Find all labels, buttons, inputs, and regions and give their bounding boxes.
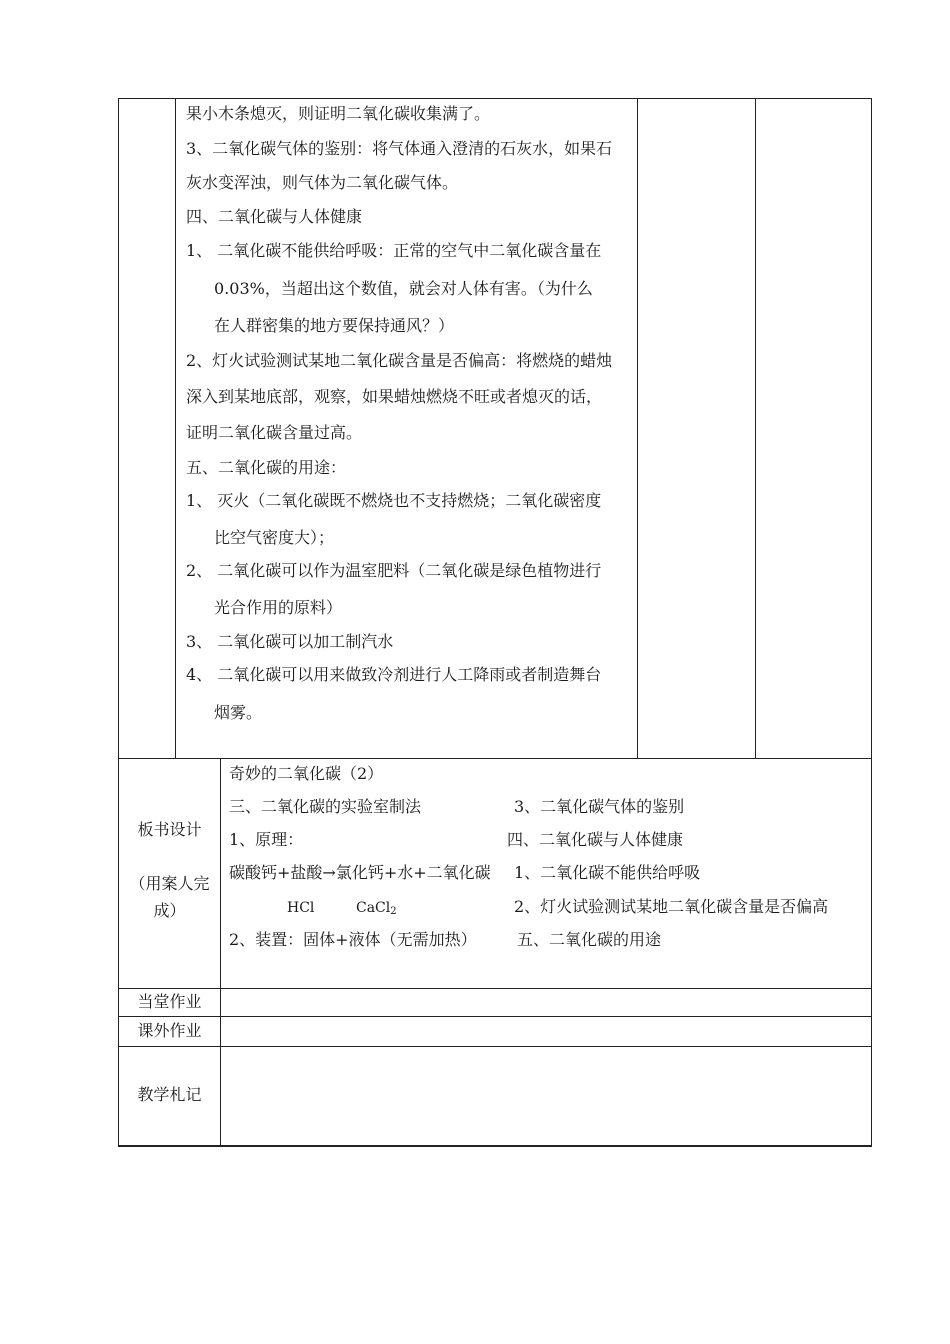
border-bottom — [118, 1145, 872, 1147]
classwork-label: 当堂作业 — [137, 992, 202, 1011]
board-right-line: 五、二氧化碳的用途 — [517, 930, 662, 949]
text-line: 在人群密集的地方要保持通风？） — [214, 316, 455, 335]
board-right-line: 四、二氧化碳与人体健康 — [507, 830, 684, 849]
text-line: 1、 二氧化碳不能供给呼吸：正常的空气中二氧化碳含量在 — [186, 241, 602, 260]
border-top — [118, 98, 872, 99]
formula-cacl2 — [356, 898, 397, 918]
board-label-line1: 板书设计 — [137, 820, 202, 839]
border-label-col — [220, 758, 221, 1146]
text-line: 烟雾。 — [214, 703, 263, 722]
section-heading: 五、二氧化碳的用途： — [186, 458, 347, 477]
border-h-notes — [118, 1046, 872, 1047]
border-h-classwork — [118, 988, 872, 989]
board-left-line: 碳酸钙+盐酸→氯化钙+水+二氧化碳 — [229, 863, 491, 882]
formula-cacl2-main: CaCl — [356, 900, 391, 916]
board-label-line3: 成） — [153, 901, 186, 920]
text-line: 光合作用的原料） — [214, 598, 343, 617]
border-inner-v1 — [175, 98, 176, 758]
board-right-line: 2、灯火试验测试某地二氧化碳含量是否偏高 — [514, 897, 829, 916]
board-left-line: 三、二氧化碳的实验室制法 — [229, 797, 422, 816]
text-line: 2、 二氧化碳可以作为温室肥料（二氧化碳是绿色植物进行 — [186, 561, 602, 580]
formula-cacl2-sub: 2 — [390, 906, 397, 917]
text-line: 0.03%，当超出这个数值，就会对人体有害。（为什么 — [214, 279, 593, 298]
text-line: 灰水变浑浊，则气体为二氧化碳气体。 — [186, 173, 459, 192]
text-line: 3、二氧化碳气体的鉴别：将气体通入澄清的石灰水，如果石 — [186, 139, 613, 158]
text-line: 2、灯火试验测试某地二氧化碳含量是否偏高：将燃烧的蜡烛 — [186, 351, 613, 370]
board-left-line: 2、装置：固体+液体（无需加热） — [229, 930, 477, 949]
text-line: 3、 二氧化碳可以加工制汽水 — [186, 632, 394, 651]
text-line: 果小木条熄灭，则证明二氧化碳收集满了。 — [186, 104, 491, 123]
text-line: 比空气密度大）； — [214, 528, 335, 547]
section-heading: 四、二氧化碳与人体健康 — [186, 207, 363, 226]
homework-label: 课外作业 — [137, 1021, 202, 1040]
text-line: 证明二氧化碳含量过高。 — [186, 423, 363, 442]
board-right-line: 3、二氧化碳气体的鉴别 — [514, 797, 685, 816]
border-inner-v2 — [637, 98, 638, 758]
text-line: 深入到某地底部，观察，如果蜡烛燃烧不旺或者熄灭的话， — [186, 387, 603, 406]
board-title: 奇妙的二氧化碳（2） — [229, 764, 384, 783]
text-line: 4、 二氧化碳可以用来做致冷剂进行人工降雨或者制造舞台 — [186, 665, 602, 684]
board-left-line: 1、原理： — [229, 830, 304, 849]
text-line: 1、 灭火（二氧化碳既不燃烧也不支持燃烧；二氧化碳密度 — [186, 491, 602, 510]
formula-hcl: HCl — [287, 900, 315, 916]
border-h-homework — [118, 1016, 872, 1017]
board-right-line: 1、二氧化碳不能供给呼吸 — [514, 863, 701, 882]
border-h-board — [118, 758, 872, 759]
board-label-line2: （用案人完 — [129, 874, 210, 893]
notes-label: 教学札记 — [137, 1085, 202, 1104]
border-inner-v3 — [755, 98, 756, 758]
